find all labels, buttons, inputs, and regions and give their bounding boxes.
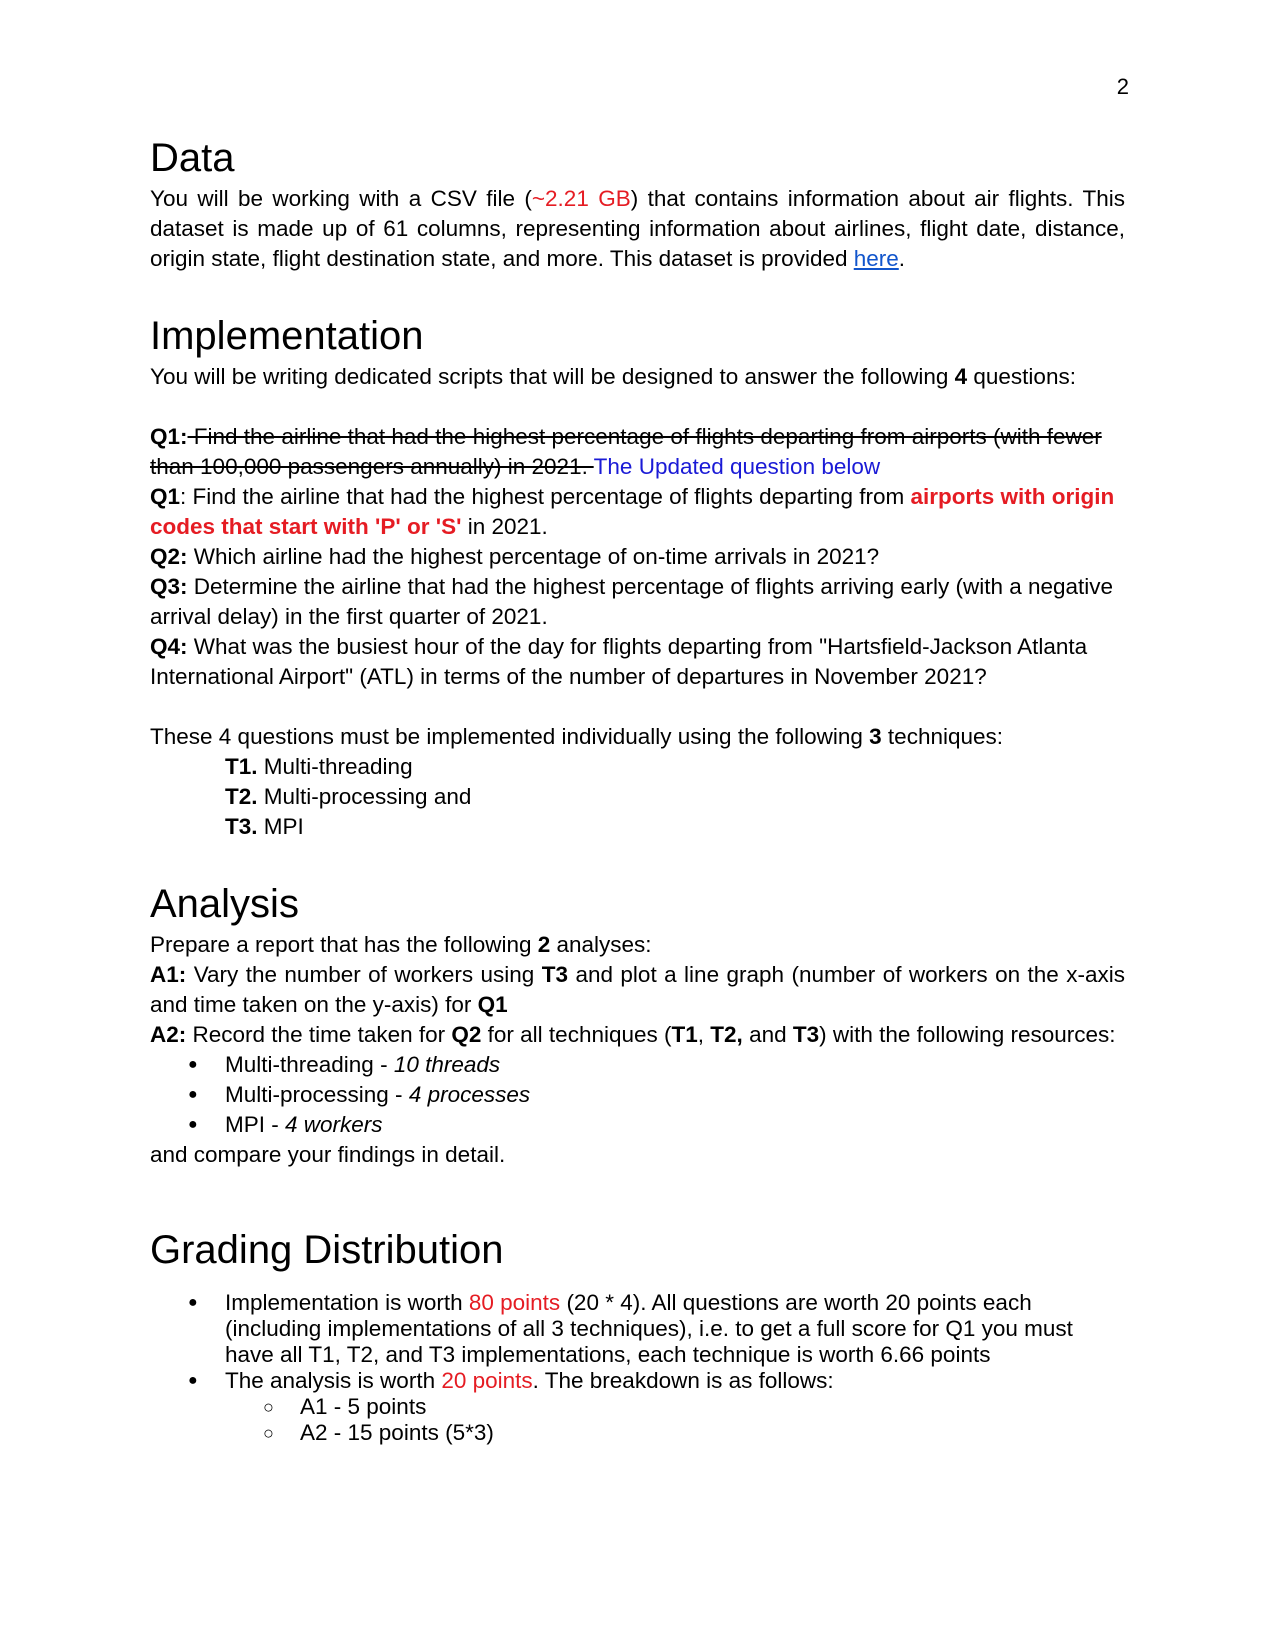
q4-label: Q4: bbox=[150, 634, 188, 659]
a2-sep1: , bbox=[697, 1022, 711, 1047]
data-text-b: ) that contains information about air flights. This dataset is made up of 61 columns, representing information about airlines, flight date, distance, origin state, flight destination state, and more. This dataset is provided bbox=[150, 186, 1125, 271]
grading-item-analysis bbox=[150, 1368, 1125, 1446]
technique-t2-label: T2. bbox=[225, 784, 258, 809]
q1-text-a: : Find the airline that had the highest percentage of flights departing from bbox=[180, 484, 911, 509]
q3-label: Q3: bbox=[150, 574, 188, 599]
grading-breakdown-list bbox=[225, 1394, 1125, 1446]
resource-amount: 4 processes bbox=[408, 1082, 531, 1107]
techniques-intro bbox=[150, 722, 1125, 752]
a2-t2: T2, bbox=[710, 1022, 743, 1047]
q1-old-text: Find the airline that had the highest percentage of flights departing from airports (with fewer than 100,000 passengers annually) in 2021. bbox=[150, 424, 1102, 479]
a1-t3: T3 bbox=[541, 962, 569, 987]
a2-t1: T1 bbox=[671, 1022, 698, 1047]
resource-amount: 4 workers bbox=[285, 1112, 383, 1137]
data-text-a: You will be working with a CSV file ( bbox=[150, 186, 532, 211]
a1-text-a: Vary the number of workers using bbox=[186, 962, 542, 987]
dataset-link[interactable]: here bbox=[853, 246, 899, 271]
a1-q1: Q1 bbox=[477, 992, 508, 1017]
question-q2 bbox=[150, 542, 1125, 572]
page-content bbox=[150, 132, 1125, 1446]
resource-name: Multi-threading - bbox=[225, 1052, 394, 1077]
list-item bbox=[150, 1080, 1125, 1110]
section-title-grading: Grading Distribution bbox=[150, 1228, 504, 1272]
a2-t3: T3 bbox=[792, 1022, 820, 1047]
question-q1 bbox=[150, 482, 1125, 542]
q3-text: Determine the airline that had the highest percentage of flights arriving early (with a negative arrival delay) in the first quarter of 2021. bbox=[150, 574, 1114, 629]
technique-t3-label: T3. bbox=[225, 814, 258, 839]
technique-t1-label: T1. bbox=[225, 754, 258, 779]
data-text-c: . bbox=[898, 246, 906, 271]
technique-t3 bbox=[150, 812, 1125, 842]
implementation-points: 80 points bbox=[468, 1290, 561, 1315]
list-item: ○ A1 - 5 points bbox=[225, 1394, 1125, 1420]
q1-label: Q1 bbox=[150, 484, 181, 509]
a2-label: A2: bbox=[150, 1022, 187, 1047]
question-q4 bbox=[150, 632, 1125, 692]
resource-name: MPI - bbox=[225, 1112, 285, 1137]
technique-count: 3 bbox=[869, 724, 882, 749]
a2-q2: Q2 bbox=[451, 1022, 482, 1047]
implementation-intro bbox=[150, 362, 1125, 392]
question-q1-old bbox=[150, 422, 1125, 482]
resource-list bbox=[150, 1050, 1125, 1140]
q2-text: Which airline had the highest percentage of on-time arrivals in 2021? bbox=[187, 544, 880, 569]
section-title-analysis: Analysis bbox=[150, 882, 299, 926]
list-item bbox=[150, 1110, 1125, 1140]
technique-t3-text: MPI bbox=[257, 814, 304, 839]
q1-highlight: airports with origin codes that start with 'P' or 'S' bbox=[150, 484, 1115, 539]
question-count: 4 bbox=[954, 364, 968, 389]
resource-name: Multi-processing - bbox=[225, 1082, 409, 1107]
resource-amount: 10 threads bbox=[393, 1052, 501, 1077]
analysis-closing: and compare your findings in detail. bbox=[150, 1142, 506, 1167]
grading-item2-text-a: The analysis is worth bbox=[225, 1368, 442, 1393]
grading-item2-text-b: . The breakdown is as follows: bbox=[532, 1368, 834, 1393]
a2-text-a: Record the time taken for bbox=[186, 1022, 452, 1047]
analysis-intro-text-a: Prepare a report that has the following bbox=[150, 932, 538, 957]
technique-t1 bbox=[150, 752, 1125, 782]
a2-sep2: and bbox=[742, 1022, 793, 1047]
a2-text-b: for all techniques ( bbox=[481, 1022, 672, 1047]
techniques-intro-text-a: These 4 questions must be implemented individually using the following bbox=[150, 724, 870, 749]
analysis-points: 20 points bbox=[441, 1368, 533, 1393]
analysis-intro-text-b: analyses: bbox=[550, 932, 652, 957]
question-q3 bbox=[150, 572, 1125, 632]
techniques-intro-text-b: techniques: bbox=[881, 724, 1004, 749]
section-title-data: Data bbox=[150, 136, 235, 180]
q1-text-b: in 2021. bbox=[461, 514, 548, 539]
q1-old-label: Q1: bbox=[150, 424, 188, 449]
list-item bbox=[150, 1050, 1125, 1080]
technique-t2 bbox=[150, 782, 1125, 812]
grading-item1-text-a: Implementation is worth bbox=[225, 1290, 469, 1315]
technique-t2-text: Multi-processing and bbox=[257, 784, 472, 809]
q1-update-note: The Updated question below bbox=[593, 454, 881, 479]
a2-text-c: ) with the following resources: bbox=[819, 1022, 1116, 1047]
grading-list bbox=[150, 1290, 1125, 1446]
q2-label: Q2: bbox=[150, 544, 188, 569]
implementation-intro-text-a: You will be writing dedicated scripts that will be designed to answer the following bbox=[150, 364, 955, 389]
analysis-count: 2 bbox=[537, 932, 551, 957]
analysis-a2 bbox=[150, 1020, 1125, 1050]
a1-text-b: and plot a line graph (number of workers on the x-axis and time taken on the y-axis) for bbox=[150, 962, 1125, 1017]
a1-label: A1: bbox=[150, 962, 187, 987]
q4-text: What was the busiest hour of the day for flights departing from "Hartsfield-Jackson Atlanta International Airport" (ATL) in terms of the number of departures in November 2021? bbox=[150, 634, 1088, 689]
page-number: 2 bbox=[1116, 74, 1129, 99]
analysis-intro bbox=[150, 930, 1125, 960]
section-title-implementation: Implementation bbox=[150, 314, 424, 358]
implementation-intro-text-b: questions: bbox=[967, 364, 1076, 389]
technique-t1-text: Multi-threading bbox=[257, 754, 413, 779]
grading-item-implementation bbox=[150, 1290, 1125, 1368]
file-size: ~2.21 GB bbox=[531, 186, 631, 211]
grading-item1-text-b: (20 * 4). All questions are worth 20 points each (including implementations of all 3 techniques), i.e. to get a full score for Q1 you must have all T1, T2, and T3 implementations, each technique is worth 6.66 points bbox=[225, 1290, 1073, 1367]
list-item: ○ A2 - 15 points (5*3) bbox=[225, 1420, 1125, 1446]
data-paragraph bbox=[150, 184, 1125, 274]
analysis-a1 bbox=[150, 960, 1125, 1020]
